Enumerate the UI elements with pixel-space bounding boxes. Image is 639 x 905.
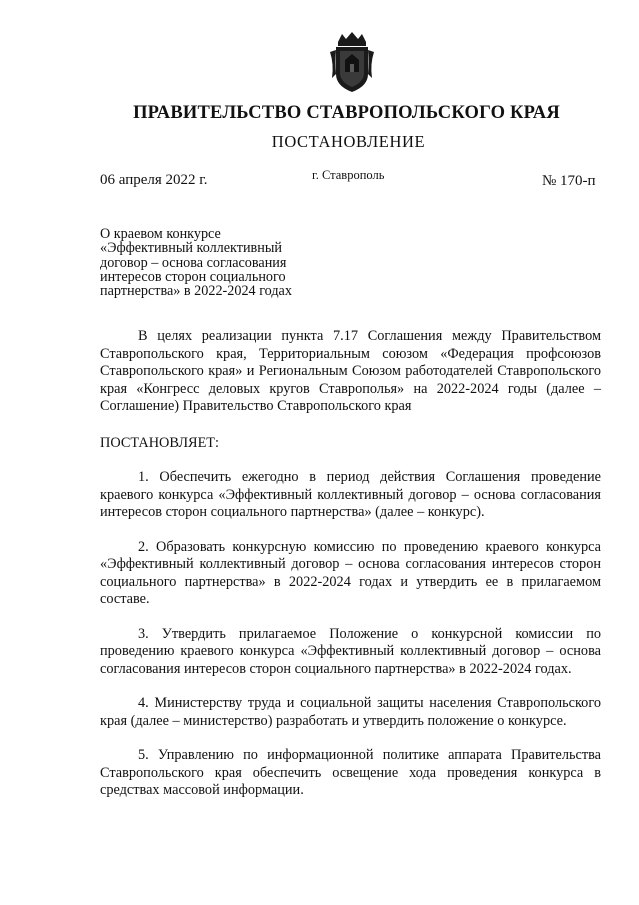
document-date: 06 апреля 2022 г. <box>100 172 208 188</box>
clause-1: 1. Обеспечить ежегодно в период действия Соглашения проведение краевого конкурса «Эффективный коллективный договор – основа согласования интересов сторон социального партнерства» (далее – конкурс). <box>100 469 601 520</box>
clause-5: 5. Управлению по информационной политике аппарата Правительства Ставропольского края обеспечить освещение хода проведения конкурса в средствах массовой информации. <box>100 747 601 798</box>
document-city: г. Ставрополь <box>312 168 385 182</box>
document-body <box>100 328 601 817</box>
clause-3: 3. Утвердить прилагаемое Положение о конкурсной комиссии по проведению краевого конкурса «Эффективный коллективный договор – основа согласования интересов сторон социального партнерства» в 2022-2024 годах. <box>100 625 601 677</box>
document-number: № 170-п <box>542 173 596 189</box>
decree-heading: ПОСТАНОВЛЯЕТ: <box>100 434 220 451</box>
clause-4: 4. Министерству труда и социальной защиты населения Ставропольского края (далее – министерство) разработать и утвердить положение о конкурсе. <box>100 695 601 729</box>
document-type: ПОСТАНОВЛЕНИЕ <box>271 132 426 151</box>
organization-title: ПРАВИТЕЛЬСТВО СТАВРОПОЛЬСКОГО КРАЯ <box>133 103 560 123</box>
preamble-paragraph: В целях реализации пункта 7.17 Соглашения между Правительством Ставропольского края, Территориальным союзом «Федерация профсоюзов Ставропольского края» и Региональным Союзом работодателей Ставропольского края «Конгресс деловых кругов Ставрополья» на 2022-2024 годы (далее – Соглашение) Правительство Ставропольского края <box>100 328 601 414</box>
document-subject: О краевом конкурсе «Эффективный коллективный договор – основа согласования интересов сторон социального партнерства» в 2022-2024 годах <box>100 226 292 300</box>
coat-of-arms-icon <box>324 30 380 94</box>
clause-2: 2. Образовать конкурсную комиссию по проведению краевого конкурса «Эффективный коллективный договор – основа согласования интересов сторон социального партнерства» в 2022-2024 годах и утвердить ее в прилагаемом составе. <box>100 538 601 607</box>
